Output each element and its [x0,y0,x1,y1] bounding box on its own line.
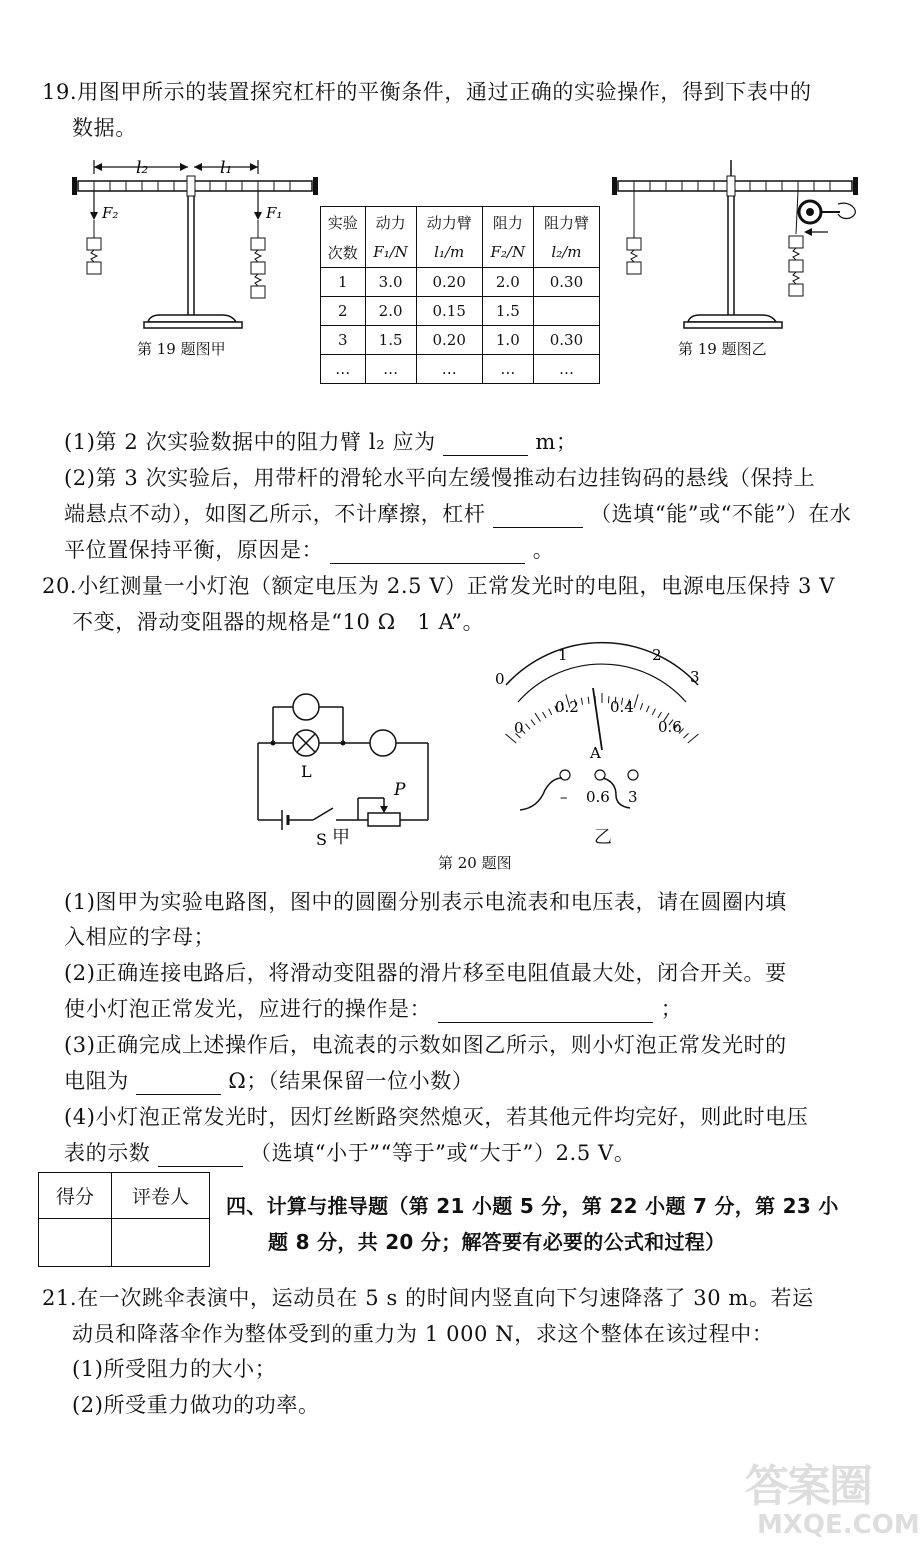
table-row [321,268,600,297]
q19-sub2-line3 [64,534,554,564]
q20-line2: 不变，滑动变阻器的规格是“10 Ω 1 A”。 [72,610,485,634]
q20-sub4-line2 [64,1137,635,1167]
table-header: l₂/m [533,237,599,268]
label-F1: F₁ [266,204,283,222]
lever-data-table [320,206,600,384]
meter-tick [652,709,655,715]
scale-bottom-1: 0.2 [555,698,579,716]
meter-tick [543,712,547,718]
lamp-label: L [301,762,312,781]
q21-line1: 21.在一次跳伞表演中，运动员在 5 s 的时间内竖直向下匀速降落了 30 m。若运 [42,1286,814,1310]
table-cell: 0.20 [416,268,482,297]
meter-caption: 乙 [594,827,612,848]
q21-line2: 动员和降落伞作为整体受到的重力为 1 000 N，求这个整体在该过程中： [72,1322,774,1346]
table-cell: 1.5 [482,297,533,326]
q20-sub2-text: 使小灯泡正常发光，应进行的操作是： [64,997,432,1021]
q20-sub3-line2 [64,1065,474,1095]
table-cell: 3 [321,326,366,355]
fig-19-yi-caption: 第 19 题图乙 [678,340,767,358]
watermark-url: MXQE.COM [757,1510,920,1540]
meter-unit: A [590,744,601,762]
scale-bottom-3: 0.6 [658,718,682,736]
meter-tick [640,703,642,710]
table-cell: … [416,355,482,384]
answer-blank[interactable] [158,1146,243,1167]
table-header: 阻力臂 [533,207,599,238]
section4-title-line2: 题 8 分，共 20 分；解答要有必要的公式和过程） [268,1230,726,1254]
meter-tick [526,724,530,729]
table-cell: 2.0 [365,297,416,326]
q20-sub3-line1: (3)正确完成上述操作后，电流表的示数如图乙所示，则小灯泡正常发光时的 [64,1033,787,1057]
q19-sub1 [64,426,577,456]
table-header: F₁/N [365,237,416,268]
q19-line2: 数据。 [72,116,137,140]
fig-19-jia-caption: 第 19 题图甲 [137,340,226,358]
table-cell: 1.5 [365,326,416,355]
label-F2: F₂ [102,204,119,222]
table-cell: … [365,355,416,384]
q20-sub2-line2 [64,993,682,1023]
q20-sub2-line1: (2)正确连接电路后，将滑动变阻器的滑片移至电阻值最大处，闭合开关。要 [64,961,787,985]
q19-sub2-line1: (2)第 3 次实验后，用带杆的滑轮水平向左缓慢推动右边挂钩码的悬线（保持上 [64,466,816,490]
answer-blank[interactable] [443,435,528,456]
meter-tick [683,733,688,738]
meter-tick [535,713,540,721]
q19-sub2-line2 [64,498,851,528]
q20-sub4-text: 表的示数 [64,1141,151,1165]
scale-top-1: 1 [558,646,568,664]
table-cell: 1.0 [482,326,533,355]
table-cell: … [482,355,533,384]
scale-top-0: 0 [495,670,505,688]
table-header: 次数 [321,237,366,268]
table-cell: 0.20 [416,326,482,355]
table-cell: … [321,355,366,384]
label-l2: l₂ [136,158,149,178]
scale-top-3: 3 [690,668,700,686]
lever-figure-yi [600,150,870,350]
label-l1: l₁ [220,158,233,178]
meter-tick [688,734,699,743]
lever-figure-jia [60,150,330,365]
section4-title-line1: 四、计算与推导题（第 21 小题 5 分，第 22 小题 7 分，第 23 小 [226,1194,839,1218]
scale-bottom-2: 0.4 [610,698,634,716]
meter-tick [588,697,589,704]
table-row [321,326,600,355]
score-label: 得分 [39,1173,112,1219]
q20-sub1-line2: 入相应的字母； [64,925,216,949]
q20-line1: 20.小红测量一小灯泡（额定电压为 2.5 V）正常发光时的电阻，电源电压保持 3 V [42,574,835,598]
q20-sub4-text: （选填“小于”“等于”或“大于”）2.5 V。 [249,1141,636,1165]
answer-blank[interactable] [136,1074,221,1095]
q19-line1: 19.用图甲所示的装置探究杠杆的平衡条件，通过正确的实验操作，得到下表中的 [42,80,812,104]
terminal-neg: – [560,788,568,806]
q19-sub2-text: 平位置保持平衡，原因是： [64,538,324,562]
table-header: 阻力 [482,207,533,238]
meter-tick [531,720,535,726]
q21-sub1: (1)所受阻力的大小； [72,1357,277,1381]
q20-sub2-text: ； [660,997,683,1021]
meter-tick [581,698,582,705]
terminal-0.6: 0.6 [586,788,610,806]
slider-label: P [394,780,406,800]
q19-sub2-text: 。 [532,538,555,562]
fig-20-caption: 第 20 题图 [438,854,512,872]
watermark-logo: 答案圈 [745,1461,871,1512]
table-cell: 0.30 [533,268,599,297]
q20-sub3-text: Ω；（结果保留一位小数） [228,1069,474,1093]
scale-top-2: 2 [652,646,662,664]
meter-tick [549,709,552,715]
q19-sub2-text: 端悬点不动），如图乙所示，不计摩擦，杠杆 [64,502,486,526]
meter-tick [646,706,649,712]
grader-cell[interactable] [112,1219,210,1267]
scale-bottom-0: 0 [514,719,524,737]
q20-sub3-text: 电阻为 [64,1069,129,1093]
table-cell [533,297,599,326]
table-header: 动力 [365,207,416,238]
grader-label: 评卷人 [112,1173,210,1219]
table-header: l₁/m [416,237,482,268]
switch-label: S [316,830,327,849]
score-box [38,1172,210,1267]
q19-sub1-text: (1)第 2 次实验数据中的阻力臂 l₂ 应为 [64,430,436,454]
table-cell: 3.0 [365,268,416,297]
q21-sub2: (2)所受重力做功的功率。 [72,1393,320,1417]
table-row [321,297,600,326]
table-row [321,355,600,384]
table-cell: 2.0 [482,268,533,297]
answer-blank[interactable] [493,507,583,528]
table-cell: 1 [321,268,366,297]
score-cell[interactable] [39,1219,112,1267]
circuit-caption: 甲 [332,827,350,848]
q19-sub2-text: （选填“能”或“不能”）在水 [590,502,852,526]
meter-tick [634,694,638,707]
q19-sub1-unit: m； [535,430,578,454]
table-cell: 0.15 [416,297,482,326]
q20-sub4-line1: (4)小灯泡正常发光时，因灯丝断路突然熄灭，若其他元件均完好，则此时电压 [64,1105,809,1129]
q20-sub1-line1: (1)图甲为实验电路图，图中的圆圈分别表示电流表和电压表，请在圆圈内填 [64,890,787,914]
table-cell: 2 [321,297,366,326]
table-header: 动力臂 [416,207,482,238]
table-header: F₂/N [482,237,533,268]
answer-blank[interactable] [330,543,525,564]
answer-blank[interactable] [438,1002,653,1023]
terminal-3: 3 [628,788,638,806]
table-cell: 0.30 [533,326,599,355]
table-header: 实验 [321,207,366,238]
table-cell: … [533,355,599,384]
